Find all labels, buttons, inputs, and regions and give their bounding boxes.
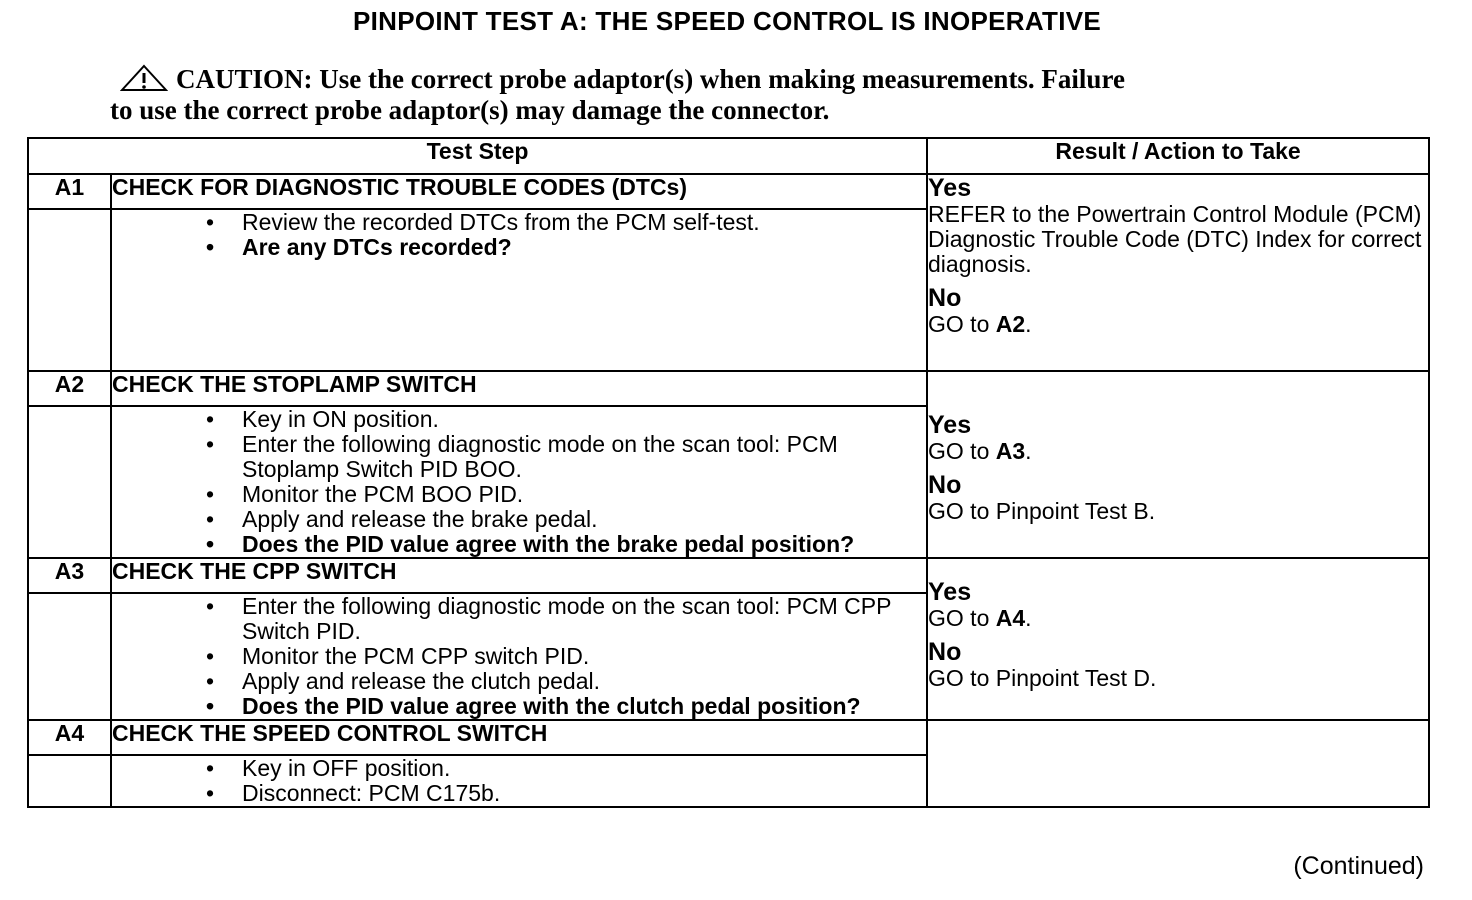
step-body bbox=[111, 593, 927, 720]
step-question: • Are any DTCs recorded? bbox=[112, 235, 926, 260]
yes-action: REFER to the Powertrain Control Module (PCM) Diagnostic Trouble Code (DTC) Index for correct diagnosis. bbox=[928, 201, 1422, 277]
yes-action: GO to A3. bbox=[928, 438, 1032, 464]
step-result bbox=[927, 558, 1429, 720]
page-title: PINPOINT TEST A: THE SPEED CONTROL IS INOPERATIVE bbox=[352, 6, 1102, 36]
step-body bbox=[111, 755, 927, 807]
step-bullet: • Monitor the PCM BOO PID. bbox=[112, 482, 926, 507]
step-question: • Does the PID value agree with the clutch pedal position? bbox=[112, 694, 926, 719]
step-result bbox=[927, 371, 1429, 558]
caution-notice bbox=[110, 64, 1340, 126]
no-action: GO to Pinpoint Test B. bbox=[928, 498, 1156, 524]
continued-note: (Continued) bbox=[1293, 852, 1424, 880]
step-bullet: • Apply and release the brake pedal. bbox=[112, 507, 926, 532]
caution-line-2: to use the correct probe adaptor(s) may damage the connector. bbox=[110, 95, 830, 125]
caution-line-1: Use the correct probe adaptor(s) when making measurements. Failure bbox=[319, 64, 1125, 94]
step-bullet: • Monitor the PCM CPP switch PID. bbox=[112, 644, 926, 669]
step-bullet: • Review the recorded DTCs from the PCM self-test. bbox=[112, 210, 926, 235]
step-bullet: • Disconnect: PCM C175b. bbox=[112, 781, 926, 806]
yes-label: Yes bbox=[928, 578, 972, 606]
step-title: CHECK THE SPEED CONTROL SWITCH bbox=[111, 720, 927, 755]
step-id: A3 bbox=[28, 558, 111, 593]
step-title-row bbox=[28, 558, 1429, 593]
pinpoint-test-table bbox=[27, 137, 1430, 808]
header-test-step: Test Step bbox=[28, 138, 927, 174]
step-bullet: • Key in ON position. bbox=[112, 407, 926, 432]
no-label: No bbox=[928, 638, 962, 666]
step-title: CHECK FOR DIAGNOSTIC TROUBLE CODES (DTCs) bbox=[111, 174, 927, 209]
step-bullet: • Key in OFF position. bbox=[112, 756, 926, 781]
step-question: • Does the PID value agree with the brake pedal position? bbox=[112, 532, 926, 557]
step-title-row bbox=[28, 174, 1429, 209]
step-title: CHECK THE CPP SWITCH bbox=[111, 558, 927, 593]
step-result bbox=[927, 174, 1429, 371]
warning-triangle-icon bbox=[120, 64, 168, 92]
step-title-row bbox=[28, 371, 1429, 406]
header-result: Result / Action to Take bbox=[927, 138, 1429, 174]
no-action: GO to Pinpoint Test D. bbox=[928, 665, 1157, 691]
step-bullet: • Enter the following diagnostic mode on the scan tool: PCM Stoplamp Switch PID BOO. bbox=[112, 432, 926, 482]
step-body bbox=[111, 406, 927, 558]
step-title-row bbox=[28, 720, 1429, 755]
step-bullet: • Apply and release the clutch pedal. bbox=[112, 669, 926, 694]
yes-action: GO to A4. bbox=[928, 605, 1032, 631]
no-label: No bbox=[928, 471, 962, 499]
step-id: A1 bbox=[28, 174, 111, 209]
yes-label: Yes bbox=[928, 174, 972, 202]
step-body bbox=[111, 209, 927, 371]
step-bullet: • Enter the following diagnostic mode on the scan tool: PCM CPP Switch PID. bbox=[112, 594, 926, 644]
no-label: No bbox=[928, 284, 962, 312]
step-title: CHECK THE STOPLAMP SWITCH bbox=[111, 371, 927, 406]
step-result bbox=[927, 720, 1429, 807]
no-action: GO to A2. bbox=[928, 311, 1032, 337]
step-id: A2 bbox=[28, 371, 111, 406]
caution-label: CAUTION: bbox=[176, 64, 313, 94]
yes-label: Yes bbox=[928, 411, 972, 439]
step-id: A4 bbox=[28, 720, 111, 755]
